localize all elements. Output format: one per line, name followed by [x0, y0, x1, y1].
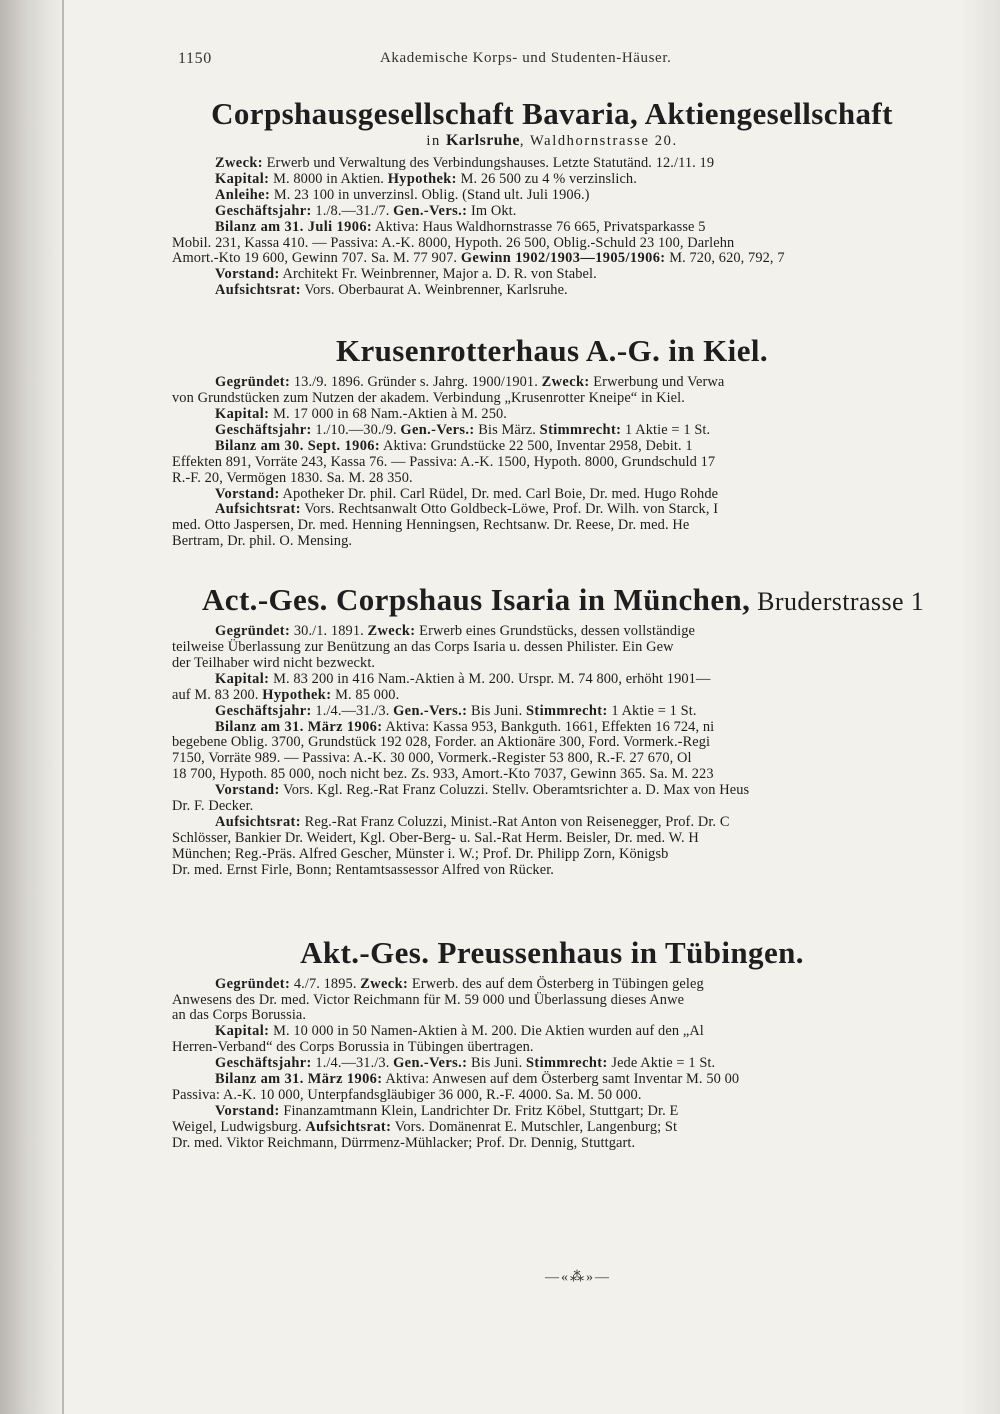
section-krusenrotterhaus	[172, 333, 932, 550]
field-value: 4./7. 1895.	[290, 975, 361, 992]
entry-line	[172, 267, 932, 283]
field-value: M. 8000 in Aktien.	[269, 170, 388, 187]
field-value: Reg.-Rat Franz Coluzzi, Minist.-Rat Anton von Reisenegger, Prof. Dr. C	[300, 814, 730, 830]
field-label: Geschäftsjahr:	[215, 202, 312, 219]
entry-body	[172, 624, 932, 879]
continuation-text: von Grundstücken zum Nutzen der akadem. Verbindung „Krusenrotter Kneipe“ in Kiel.	[172, 390, 685, 407]
field-value: Apotheker Dr. phil. Carl Rüdel, Dr. med. Carl Boie, Dr. med. Hugo Rohde	[279, 485, 719, 502]
entry-line	[172, 407, 932, 423]
field-value: Aktiva: Anwesen auf dem Österberg samt Inventar M. 50 00	[382, 1071, 740, 1088]
continuation-text: 18 700, Hypoth. 85 000, noch nicht bez. Zs. 933, Amort.-Kto 7037, Gewinn 365. Sa. M. 223	[172, 766, 714, 783]
field-label: Geschäftsjahr:	[215, 1055, 312, 1072]
field-value: M. 17 000 in 68 Nam.-Aktien à M. 250.	[269, 405, 508, 422]
field-label: Vorstand:	[215, 485, 280, 502]
entry-line	[172, 767, 932, 783]
entry-body	[172, 156, 932, 299]
continuation-text: Dr. med. Ernst Firle, Bonn; Rentamtsassessor Alfred von Rücker.	[172, 861, 555, 878]
section-address	[172, 132, 932, 150]
field-value: 1./4.—31./3.	[311, 702, 394, 719]
entry-line	[172, 1008, 932, 1024]
entry-line	[172, 502, 932, 518]
running-header	[172, 50, 932, 76]
field-value: Vors. Kgl. Reg.-Rat Franz Coluzzi. Stellv. Oberamtsrichter a. D. Max von Heus	[279, 782, 750, 799]
field-label: Gegründet:	[215, 623, 291, 640]
continuation-text: Weigel, Ludwigsburg.	[172, 1118, 306, 1135]
continuation-text: auf M. 83 200.	[172, 686, 263, 703]
field-label: Hypothek:	[262, 686, 332, 703]
field-label: Bilanz am 31. März 1906:	[215, 718, 383, 735]
entry-line	[172, 847, 932, 863]
continuation-text: med. Otto Jaspersen, Dr. med. Henning Henningsen, Rechtsanw. Dr. Reese, Dr. med. He	[172, 517, 690, 534]
entry-line	[172, 688, 932, 704]
field-value: Jede Aktie = 1 St.	[607, 1055, 716, 1072]
field-value: Erwerb und Verwaltung des Verbindungshauses. Letzte Statutänd. 12./11. 19	[262, 155, 715, 171]
field-label: Vorstand:	[215, 266, 280, 283]
entry-line	[172, 704, 932, 720]
entry-line	[172, 439, 932, 455]
field-value: Bis März.	[474, 421, 540, 438]
field-label: Zweck:	[215, 155, 263, 171]
continuation-text: Schlösser, Bankier Dr. Weidert, Kgl. Ober-Berg- u. Sal.-Rat Herm. Beisler, Dr. med. W. H	[172, 829, 699, 846]
entry-line	[172, 1136, 932, 1152]
entry-line	[172, 487, 932, 503]
field-label: Stimmrecht:	[526, 1055, 608, 1072]
entry-line	[172, 423, 932, 439]
entry-line	[172, 518, 932, 534]
field-value: Erwerb. des auf dem Österberg in Tübingen geleg	[408, 975, 704, 992]
entry-line	[172, 455, 932, 471]
entry-line	[172, 993, 932, 1009]
field-label: Gegründet:	[215, 374, 291, 391]
field-value: M. 83 200 in 416 Nam.-Aktien à M. 200. Urspr. M. 74 800, erhöht 1901—	[269, 670, 711, 687]
field-label: Aufsichtsrat:	[215, 282, 301, 299]
field-value: 13./9. 1896. Gründer s. Jahrg. 1900/1901.	[290, 374, 542, 391]
entry-line	[172, 188, 932, 204]
section-preussenhaus	[172, 935, 932, 1152]
entry-line	[172, 656, 932, 672]
section-bavaria	[172, 96, 932, 299]
field-value: Vors. Domänenrat E. Mutschler, Langenburg; St	[391, 1118, 678, 1135]
field-value: M. 26 500 zu 4 % verzinslich.	[456, 170, 637, 187]
entry-line	[172, 1088, 932, 1104]
continuation-text: Dr. med. Viktor Reichmann, Dürrmenz-Mühlacker; Prof. Dr. Dennig, Stuttgart.	[172, 1134, 636, 1151]
field-value: Architekt Fr. Weinbrenner, Major a. D. R. von Stabel.	[279, 266, 597, 283]
field-label: Gen.-Vers.:	[393, 702, 468, 719]
entry-line	[172, 471, 932, 487]
entry-body	[172, 375, 932, 550]
entry-line	[172, 783, 932, 799]
field-value: Bis Juni.	[467, 1055, 526, 1072]
entry-line	[172, 831, 932, 847]
continuation-text: Mobil. 231, Kassa 410. — Passiva: A.-K. 8000, Hypoth. 26 500, Oblig.-Schuld 23 100, Darlehn	[172, 234, 735, 251]
field-value: Aktiva: Grundstücke 22 500, Inventar 2958, Debit. 1	[380, 437, 693, 454]
field-label: Anleihe:	[215, 186, 271, 203]
field-value: Erwerbung und Verwa	[589, 374, 725, 391]
continuation-text: Effekten 891, Vorräte 243, Kassa 76. — Passiva: A.-K. 1500, Hypoth. 8000, Grundschuld 17	[172, 453, 716, 470]
continuation-text: Passiva: A.-K. 10 000, Unterpfandsgläubiger 36 000, R.-F. 4000. Sa. M. 50 000.	[172, 1086, 642, 1103]
entry-line	[172, 1104, 932, 1120]
entry-line	[172, 220, 932, 236]
field-value: Vors. Oberbaurat A. Weinbrenner, Karlsruhe.	[300, 282, 568, 299]
entry-line	[172, 863, 932, 879]
entry-line	[172, 735, 932, 751]
section-title	[172, 582, 932, 620]
field-label: Gen.-Vers.:	[393, 1055, 468, 1072]
title-main: Act.-Ges. Corpshaus Isaria in München,	[202, 582, 751, 618]
entry-line	[172, 534, 932, 550]
field-label: Kapital:	[215, 170, 270, 187]
field-label: Kapital:	[215, 1023, 270, 1040]
continuation-text: Dr. F. Decker.	[172, 798, 254, 815]
field-label: Vorstand:	[215, 1102, 280, 1119]
entry-line	[172, 799, 932, 815]
field-label: Bilanz am 30. Sept. 1906:	[215, 437, 381, 454]
continuation-text: R.-F. 20, Vermögen 1830. Sa. M. 28 350.	[172, 469, 413, 486]
field-label: Kapital:	[215, 405, 270, 422]
entry-line	[172, 1040, 932, 1056]
entry-line	[172, 156, 932, 172]
address-prefix: in	[426, 133, 447, 149]
field-value: 1./10.—30./9.	[311, 421, 401, 438]
entry-line	[172, 1072, 932, 1088]
section-title: Akt.-Ges. Preussenhaus in Tübingen.	[300, 934, 804, 970]
field-label: Stimmrecht:	[539, 421, 622, 438]
field-label: Geschäftsjahr:	[215, 421, 312, 438]
field-value: 1 Aktie = 1 St.	[621, 421, 711, 438]
entry-line	[172, 1024, 932, 1040]
continuation-text: Amort.-Kto 19 600, Gewinn 707. Sa. M. 77 907.	[172, 250, 461, 267]
field-label: Gen.-Vers.:	[393, 202, 468, 219]
entry-line	[172, 751, 932, 767]
field-value: Finanzamtmann Klein, Landrichter Dr. Fritz Köbel, Stuttgart; Dr. E	[279, 1102, 679, 1119]
field-label: Hypothek:	[387, 170, 457, 187]
binding-edge	[62, 0, 64, 1414]
entry-line	[172, 204, 932, 220]
field-value: M. 10 000 in 50 Namen-Aktien à M. 200. Die Aktien wurden auf den „Al	[269, 1023, 704, 1040]
field-label: Geschäftsjahr:	[215, 702, 312, 719]
continuation-text: Anwesens des Dr. med. Victor Reichmann für M. 59 000 und Überlassung dieses Anwe	[172, 991, 685, 1008]
field-label: Kapital:	[215, 670, 270, 687]
field-label: Vorstand:	[215, 782, 280, 799]
field-value: Aktiva: Haus Waldhornstrasse 76 665, Privatsparkasse 5	[372, 218, 706, 235]
continuation-text: der Teilhaber wird nicht bezweckt.	[172, 654, 376, 671]
continuation-text: an das Corps Borussia.	[172, 1007, 307, 1024]
continuation-text: Herren-Verband“ des Corps Borussia in Tübingen übertragen.	[172, 1039, 534, 1056]
entry-line	[172, 251, 932, 267]
entry-line	[172, 720, 932, 736]
field-label: Stimmrecht:	[526, 702, 608, 719]
field-value: Erwerb eines Grundstücks, dessen vollständige	[415, 623, 696, 640]
entry-line	[172, 640, 932, 656]
field-value: 1./8.—31./7.	[311, 202, 394, 219]
field-value: M. 85 000.	[331, 686, 400, 703]
continuation-text: München; Reg.-Präs. Alfred Gescher, Münster i. W.; Prof. Dr. Philipp Zorn, Königsb	[172, 845, 669, 862]
section-title: Krusenrotterhaus A.-G. in Kiel.	[335, 333, 769, 369]
section-isaria	[172, 582, 932, 879]
entry-line	[172, 1120, 932, 1136]
title-address: Bruderstrasse 1	[750, 587, 925, 617]
section-title: Corpshausgesellschaft Bavaria, Aktiengesellschaft	[211, 96, 893, 131]
field-label: Aufsichtsrat:	[215, 501, 301, 518]
field-value: M. 720, 620, 792, 7	[665, 250, 785, 267]
field-label: Bilanz am 31. Juli 1906:	[215, 218, 373, 235]
end-ornament: —«⁂»—	[545, 1270, 611, 1285]
field-value: 1 Aktie = 1 St.	[607, 702, 697, 719]
running-title: Akademische Korps- und Studenten-Häuser.	[380, 50, 672, 66]
entry-line	[172, 1056, 932, 1072]
continuation-text: begebene Oblig. 3700, Grundstück 192 028, Forder. an Aktionäre 300, Ford. Vormerk.-Regi	[172, 734, 711, 751]
continuation-text: 7150, Vorräte 989. — Passiva: A.-K. 30 000, Vormerk.-Register 53 800, R.-F. 27 670, Ol	[172, 750, 692, 767]
document-page	[172, 50, 932, 1152]
continuation-text: teilweise Überlassung zur Benützung an das Corps Isaria u. dessen Philister. Ein Gew	[172, 639, 674, 656]
field-label: Zweck:	[367, 623, 416, 640]
entry-line	[172, 977, 932, 993]
continuation-text: Bertram, Dr. phil. O. Mensing.	[172, 533, 353, 550]
field-label: Aufsichtsrat:	[215, 814, 301, 830]
field-value: Aktiva: Kassa 953, Bankguth. 1661, Effekten 16 724, ni	[382, 718, 715, 735]
page-number: 1150	[178, 50, 212, 67]
field-label: Zweck:	[541, 374, 590, 391]
field-value: Vors. Rechtsanwalt Otto Goldbeck-Löwe, Prof. Dr. Wilh. von Starck, I	[300, 501, 719, 518]
entry-line	[172, 624, 932, 640]
entry-line	[172, 283, 932, 299]
field-value: 1./4.—31./3.	[311, 1055, 394, 1072]
entry-line	[172, 672, 932, 688]
address-city: Karlsruhe	[446, 132, 520, 149]
entry-line	[172, 375, 932, 391]
page-right-edge	[960, 0, 1000, 1414]
entry-line	[172, 236, 932, 252]
entry-line	[172, 391, 932, 407]
entry-line	[172, 815, 932, 831]
field-value: 30./1. 1891.	[290, 623, 368, 640]
field-label: Aufsichtsrat:	[305, 1118, 392, 1135]
field-label: Zweck:	[360, 975, 409, 992]
field-label: Gewinn 1902/1903—1905/1906:	[460, 250, 666, 267]
field-value: Bis Juni.	[467, 702, 526, 719]
field-label: Bilanz am 31. März 1906:	[215, 1071, 383, 1088]
address-street: , Waldhornstrasse 20.	[519, 133, 678, 149]
field-label: Gen.-Vers.:	[400, 421, 475, 438]
field-value: M. 23 100 in unverzinsl. Oblig. (Stand ult. Juli 1906.)	[270, 186, 590, 203]
entry-body	[172, 977, 932, 1152]
binding-shadow	[0, 0, 62, 1414]
field-value: Im Okt.	[467, 202, 517, 219]
field-label: Gegründet:	[215, 975, 291, 992]
entry-line	[172, 172, 932, 188]
